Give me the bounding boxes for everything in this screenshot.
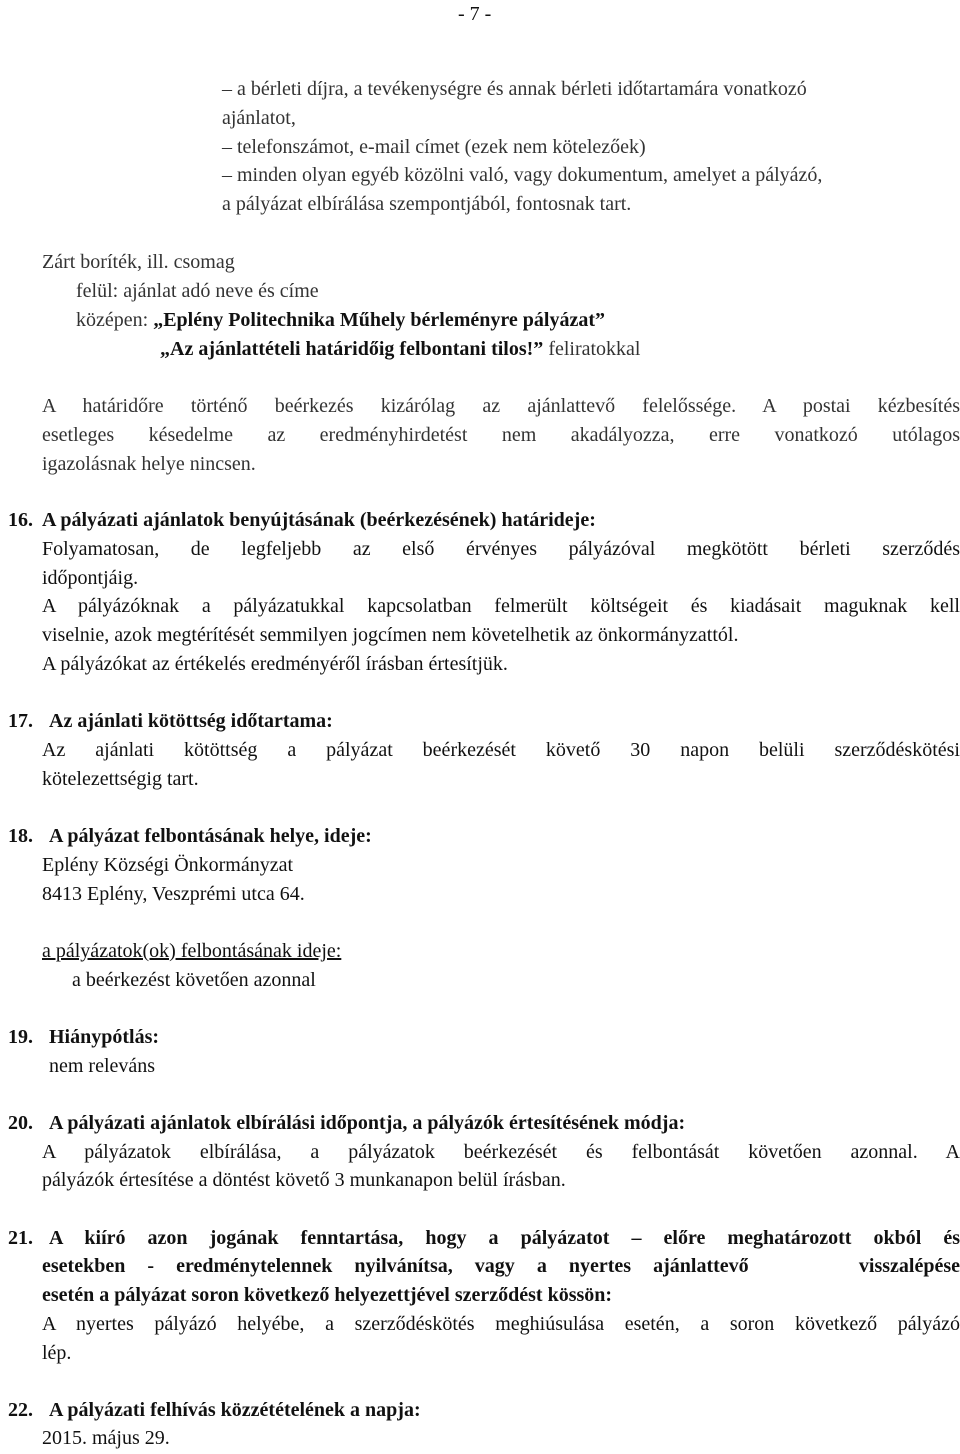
s22-text: 2015. május 29. <box>42 1427 170 1449</box>
s17-number: 17. <box>8 710 33 732</box>
envelope-deadline-line <box>160 335 641 364</box>
s17-line-2: kötelezettségig tart. <box>42 768 199 790</box>
s20-number: 20. <box>8 1112 33 1134</box>
s22-title: A pályázati felhívás közzétételének a napja: <box>49 1399 421 1421</box>
bullet-other-docs: – minden olyan egyéb közölni való, vagy dokumentum, amelyet a pályázó, <box>222 164 823 186</box>
s20-title: A pályázati ajánlatok elbírálási időpontja, a pályázók értesítésének módja: <box>49 1112 686 1134</box>
s20-line-2: pályázók értesítése a döntést követő 3 munkanapon belül írásban. <box>42 1169 566 1191</box>
envelope-heading: Zárt boríték, ill. csomag <box>42 251 235 273</box>
s19-text: nem releváns <box>49 1055 156 1077</box>
s21-line-2: lép. <box>42 1342 72 1364</box>
s21-title-line-1: A kiíró azon jogának fenntartása, hogy a pályázatot – előre meghatározott okból és <box>49 1227 960 1249</box>
bullet-contact: – telefonszámot, e-mail címet (ezek nem kötelezőek) <box>222 136 646 158</box>
envelope-suffix: feliratokkal <box>543 338 641 360</box>
envelope-middle-title: „Eplény Politechnika Műhely bérleményre pályázat” <box>153 309 606 331</box>
s16-line-1: Folyamatosan, de legfeljebb az első érvényes pályázóval megkötött bérleti szerződés <box>42 538 960 560</box>
envelope-deadline-text: „Az ajánlattételi határidőig felbontani tilos!” <box>160 338 544 360</box>
envelope-top-label: felül: ajánlat adó neve és címe <box>76 280 319 302</box>
s20-line-1: A pályázatok elbírálása, a pályázatok beérkezését és felbontását követően azonnal. A <box>42 1141 960 1163</box>
s16-line-3: A pályázóknak a pályázatukkal kapcsolatban felmerült költségeit és kiadásait maguknak kell <box>42 595 960 617</box>
s18-number: 18. <box>8 825 33 847</box>
s17-title: Az ajánlati kötöttség időtartama: <box>49 710 333 732</box>
s19-title: Hiánypótlás: <box>49 1026 160 1048</box>
s16-number: 16. <box>8 509 33 531</box>
s22-number: 22. <box>8 1399 33 1421</box>
page-number: - 7 - <box>458 3 492 25</box>
delivery-line-2: esetleges késedelme az eredményhirdetést nem akadályozza, erre vonatkozó utólagos <box>42 424 960 446</box>
s21-line-1: A nyertes pályázó helyébe, a szerződéskötés meghiúsulása esetén, a soron következő pályázó <box>42 1313 960 1335</box>
s16-title: A pályázati ajánlatok benyújtásának (beérkezésének) határideje: <box>42 509 596 531</box>
s21-title-line-3: esetén a pályázat soron következő helyezettjével szerződést kössön: <box>42 1284 613 1306</box>
envelope-middle-prefix: középen: <box>76 309 154 331</box>
delivery-line-1: A határidőre történő beérkezés kizárólag az ajánlattevő felelőssége. A postai kézbesítés <box>42 395 960 417</box>
s16-line-2: időpontjáig. <box>42 567 139 589</box>
s18-title: A pályázat felbontásának helye, ideje: <box>49 825 372 847</box>
s18-line-2: 8413 Eplény, Veszprémi utca 64. <box>42 883 305 905</box>
s16-line-4: viselnie, azok megtérítését semmilyen jogcímen nem követelhetik az önkormányzattól. <box>42 624 739 646</box>
envelope-middle-line <box>76 306 605 335</box>
s16-line-5: A pályázókat az értékelés eredményéről írásban értesítjük. <box>42 653 508 675</box>
bullet-other-docs-cont: a pályázat elbírálása szempontjából, fontosnak tart. <box>222 193 632 215</box>
s21-title-line-2: esetekben - eredménytelennek nyilvánítsa, vagy a nyertes ajánlattevő visszalépése <box>42 1255 960 1277</box>
bullet-rent-offer-cont: ajánlatot, <box>222 107 296 129</box>
s18-line-1: Eplény Községi Önkormányzat <box>42 854 294 876</box>
s17-line-1: Az ajánlati kötöttség a pályázat beérkezését követő 30 napon belüli szerződéskötési <box>42 739 960 761</box>
s18-sub-text: a beérkezést követően azonnal <box>72 969 316 991</box>
s19-number: 19. <box>8 1026 33 1048</box>
s21-number: 21. <box>8 1227 33 1249</box>
s18-sub-heading: a pályázatok(ok) felbontásának ideje: <box>42 940 342 962</box>
delivery-line-3: igazolásnak helye nincsen. <box>42 453 256 475</box>
bullet-rent-offer: – a bérleti díjra, a tevékenységre és annak bérleti időtartamára vonatkozó <box>222 78 807 100</box>
